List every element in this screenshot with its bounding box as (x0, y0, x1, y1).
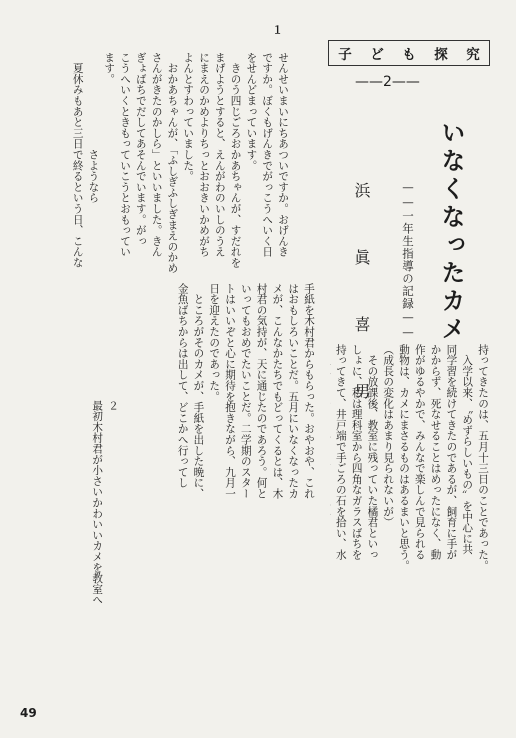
article-subtitle: ——一年生指導の記録—— (401, 180, 415, 340)
author-name: 浜 眞 喜 男 (352, 182, 371, 415)
series-char: ど (370, 47, 384, 63)
section-marker-1: １ (271, 24, 283, 35)
body-text-top-middle: 手紙を木村君からもらった。おやおや、これ はおもしろいことだ。五月にいなくなったカ メが、こんなかたちでもどってくるとは、木 村君の気持が、天に通じたのであろう。何と いってもおめでたいことだ。二学期のスター トはいいぞと心に期待を抱きながら、九月一 日を迎えたのであった。 ところがそのカメが、手紙を出した晩に、 金魚ばちからは出して、どこかへ行ってし (176, 283, 315, 499)
body-text-top-right: 持ってきたのは、五月十三日のことであった。 入学以来、〝めずらしいもの〟を中心に共 同学習を続けてきたのであるが、飼育に手が かからず、死なせることはめったになく、動 作がゆるやかで、みんなで楽しんで見られる 動物は、カメにまさるものはあるまいと思う。 （成長の変化はあまり見られないが） その放課後、教室に残っていた橘君といっ しょに、私は理科室から四角なガラスばちを 持ってきて、井戸端で手ごろの石を拾い、水 (334, 344, 489, 571)
series-char: も (402, 47, 416, 63)
article-title: いなくなったカメ (437, 120, 466, 344)
series-number: ——2—— (355, 74, 420, 90)
series-char: 究 (466, 47, 480, 63)
series-char: 探 (434, 47, 448, 63)
letter-text-top-left: せんせいまいにちあついですか。おげんき ですか。ぼくもげんきでがっこうへいく日 をせんどまっています。 きのう四じごろおかあちゃんが、すだれを まげようとすると、えんがわのいしのうえ にまえのかめよりちっとおおきいかめがち よんとすわっていました。 おかあちゃんが、「ふしぎふしぎまえのかめ さんがきたのかしら」といいました。きん ぎょばちでだしてあそんでいます。がっ こうへいくときもっていこうとおもってい ます。 さようなら 夏休みもあと三日で終るという日、こんな (71, 52, 289, 274)
series-char: 子 (338, 47, 352, 63)
body-text-bottom-left: ２ 最初木村君が小さいかわいいカメを教室へ (91, 400, 119, 606)
series-title-box (328, 40, 490, 66)
page-number: 49 (20, 706, 37, 720)
